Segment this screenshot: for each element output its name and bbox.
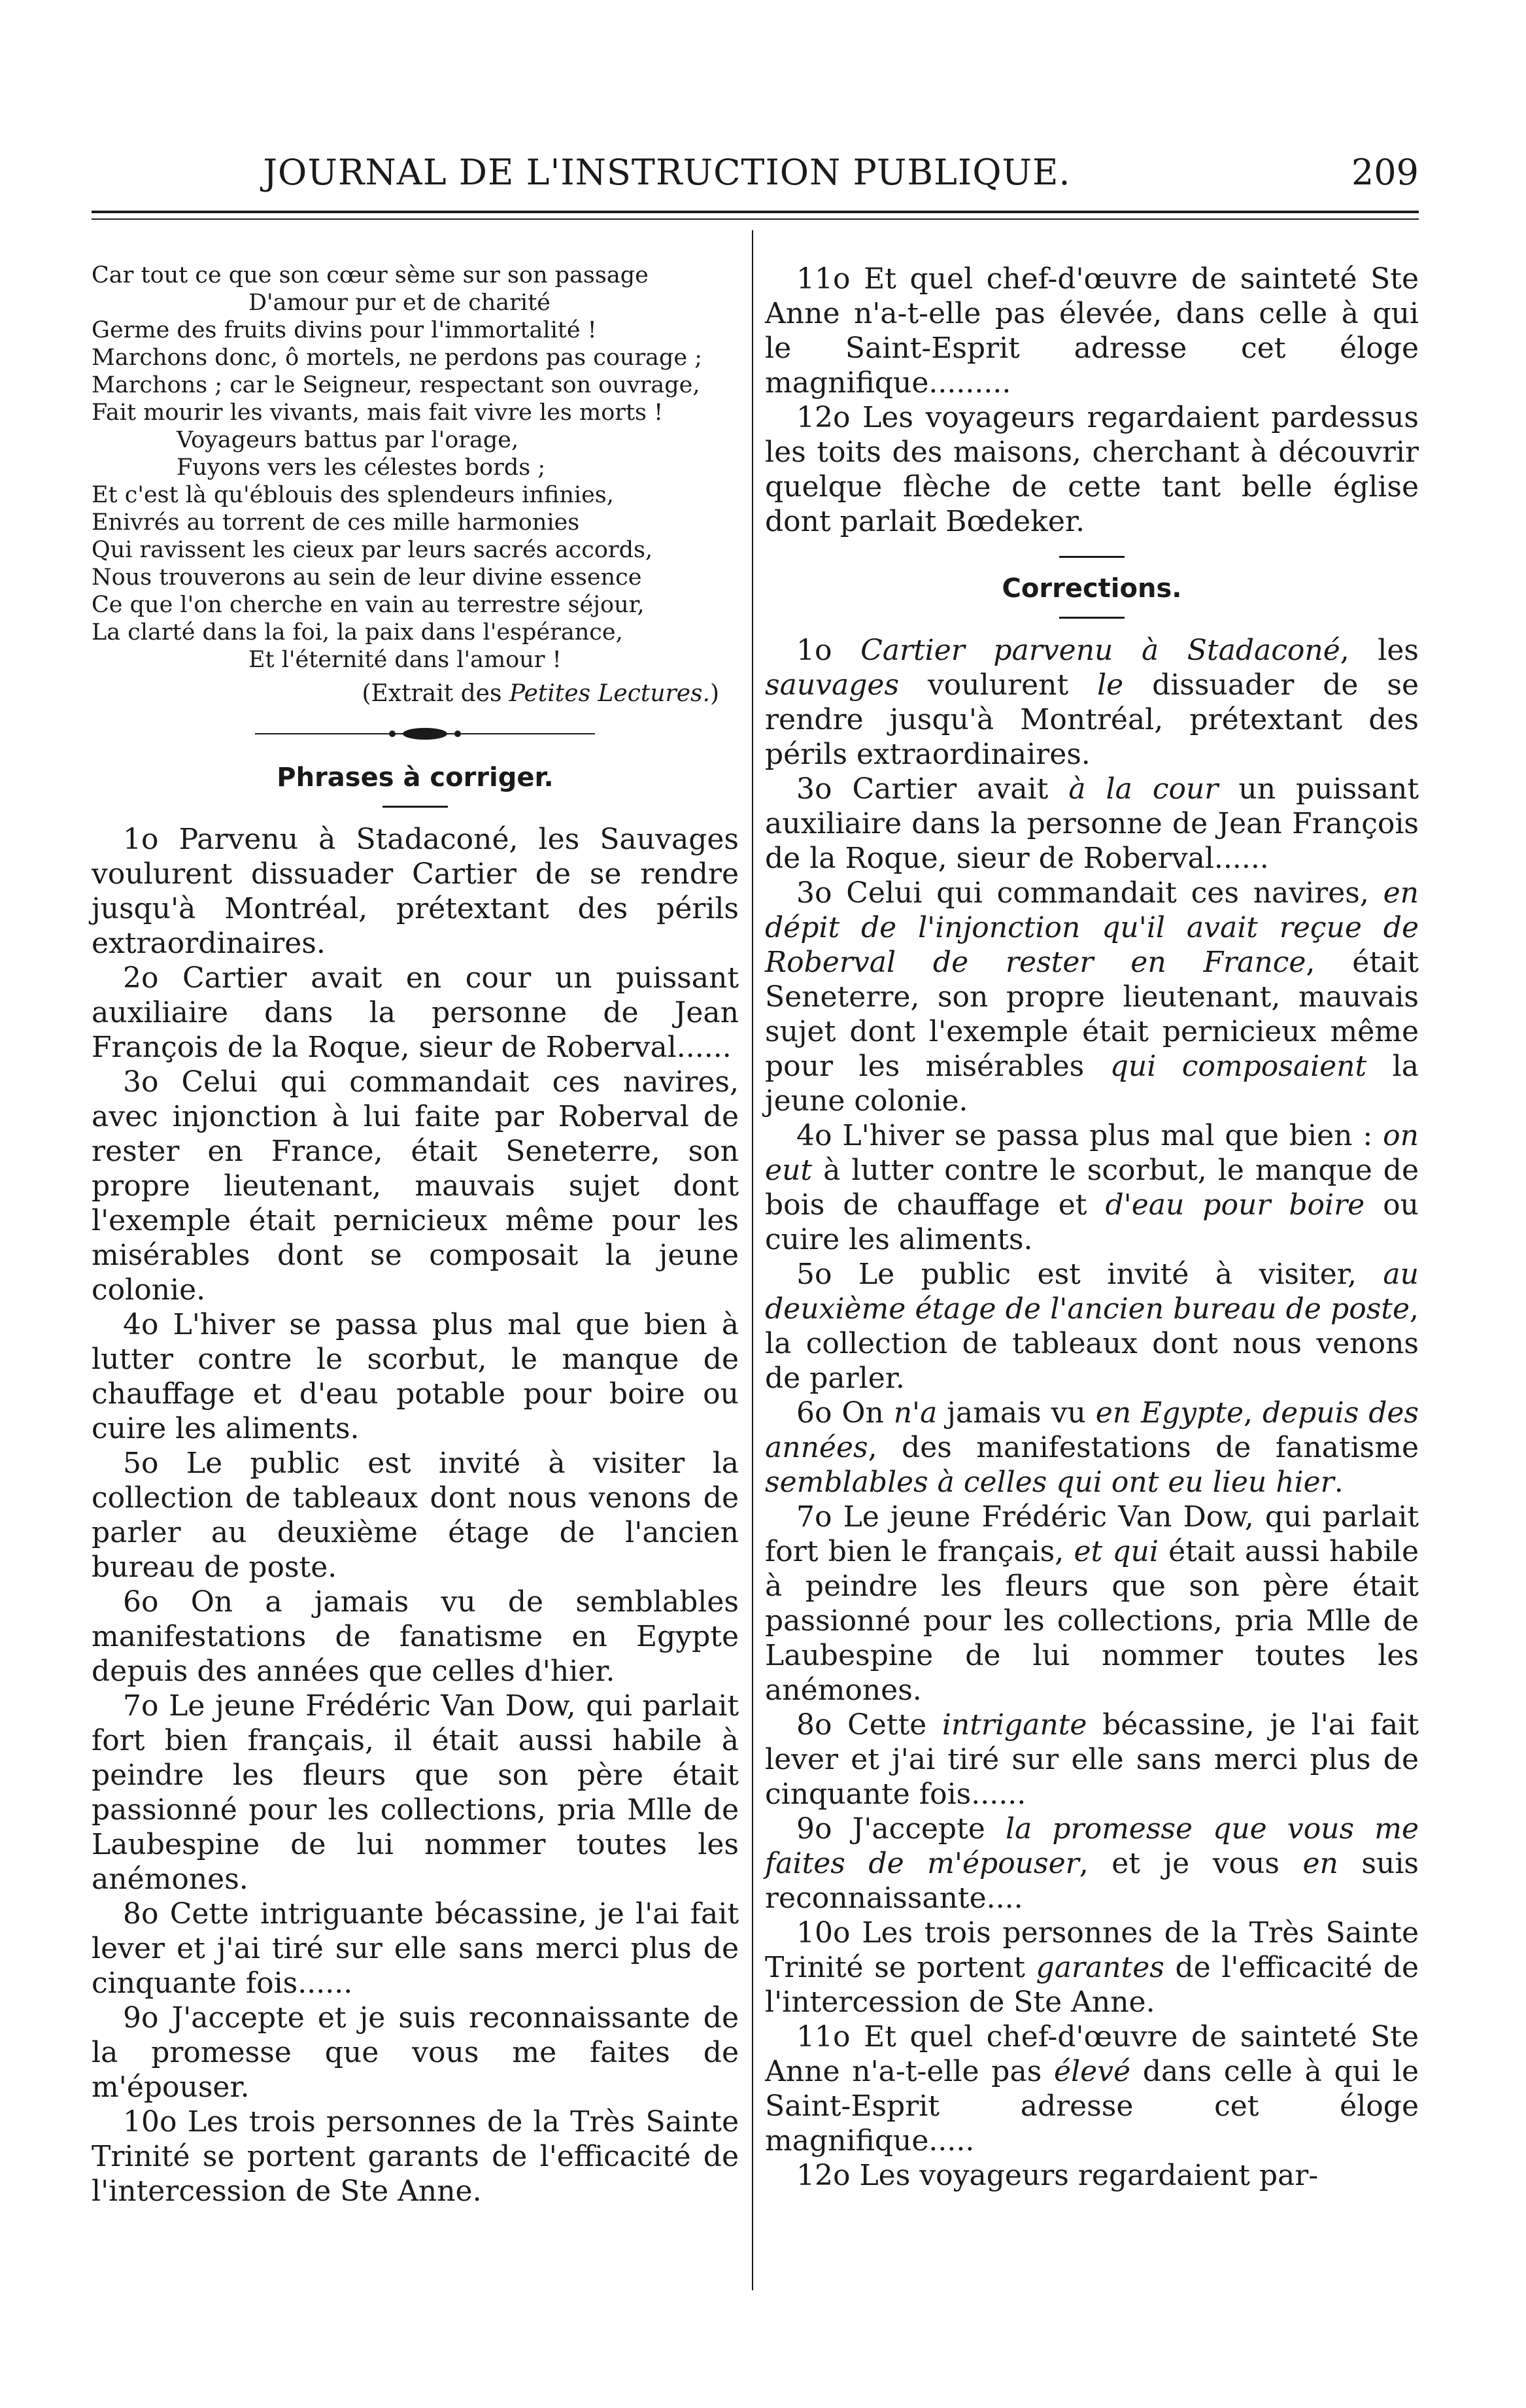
correction-8: 8o Cette intrigante bécassine, je l'ai fait lever et j'ai tiré sur elle sans merci plus de cinquante fois...... [765, 1708, 1419, 1811]
phrase-9: 9o J'accepte et je suis reconnaissante de la promesse que vous me faites de m'épouser. [92, 2001, 739, 2104]
correction-10: 10o Les trois personnes de la Très Sainte Trinité se portent garantes de l'efficacité de l'intercession de Ste Anne. [765, 1916, 1419, 2019]
correction-9: 9o J'accepte la promesse que vous me faites de m'épouser, et je vous en suis reconnaissante.... [765, 1812, 1419, 1915]
phrase-6: 6o On a jamais vu de semblables manifestations de fanatisme en Egypte depuis des années que celles d'hier. [92, 1585, 739, 1688]
phrase-3: 3o Celui qui commandait ces navires, avec injonction à lui faite par Roberval de rester en France, était Seneterre, son propre lieutenant, mauvais sujet dont l'exemple était pernicieux même pour les misérables dont se composait la jeune colonie. [92, 1065, 739, 1307]
phrase-8: 8o Cette intriguante bécassine, je l'ai fait lever et j'ai tiré sur elle sans merci plus de cinquante fois...... [92, 1897, 739, 2000]
phrase-1: 1o Parvenu à Stadaconé, les Sauvages voulurent dissuader Cartier de se rendre jusqu'à Montréal, prétextant des périls extraordinaires. [92, 823, 739, 960]
header-rule-thin [92, 218, 1419, 220]
extract-source: (Extrait des Petites Lectures.) [362, 680, 719, 707]
poem-line: Germe des fruits divins pour l'immortalité ! [92, 317, 597, 343]
correction-1: 1o Cartier parvenu à Stadaconé, les sauvages voulurent le dissuader de se rendre jusqu'à Montréal, prétextant des périls extraordinaires. [765, 634, 1419, 771]
correction-7: 7o Le jeune Frédéric Van Dow, qui parlait fort bien le français, et qui était aussi habile à peindre les fleurs que son père était passionné pour les collections, pria Mlle de Laubespine de lui nommer toutes les anémones. [765, 1500, 1419, 1707]
correction-5: 5o Le public est invité à visiter, au deuxième étage de l'ancien bureau de poste, la collection de tableaux dont nous venons de parler. [765, 1258, 1419, 1395]
poem-line: Marchons donc, ô mortels, ne perdons pas courage ; [92, 345, 703, 371]
correction-2: 3o Cartier avait à la cour un puissant auxiliaire dans la personne de Jean François de la Roque, sieur de Roberval...... [765, 772, 1419, 875]
ornament-divider [92, 721, 739, 755]
header-rule [92, 211, 1419, 213]
short-rule [1059, 617, 1125, 619]
ornament-icon [255, 721, 595, 747]
correction-11: 11o Et quel chef-d'œuvre de sainteté Ste Anne n'a-t-elle pas élevé dans celle à qui le Saint-Esprit adresse cet éloge magnifique..... [765, 2020, 1419, 2158]
phrase-12: 12o Les voyageurs regardaient pardessus les toits des maisons, cherchant à découvrir quelque flèche de cette tant belle église dont parlait Bœdeker. [765, 401, 1419, 538]
journal-title: JOURNAL DE L'INSTRUCTION PUBLIQUE. [263, 152, 1071, 193]
poem-line: Enivrés au torrent de ces mille harmonies [92, 509, 580, 536]
column-divider [752, 230, 753, 2290]
short-rule [1059, 556, 1125, 558]
poem-line: Nous trouverons au sein de leur divine essence [92, 564, 642, 591]
poem-line: Et c'est là qu'éblouis des splendeurs infinies, [92, 482, 614, 508]
phrase-4: 4o L'hiver se passa plus mal que bien à lutter contre le scorbut, le manque de chauffage et d'eau potable pour boire ou cuire les aliments. [92, 1308, 739, 1445]
poem-line: La clarté dans la foi, la paix dans l'espérance, [92, 619, 623, 645]
correction-3: 3o Celui qui commandait ces navires, en dépit de l'injonction qu'il avait reçue de Roberval de rester en France, était Seneterre, son propre lieutenant, mauvais sujet dont l'exemple était pernicieux même pour les misérables qui composaient la jeune colonie. [765, 876, 1419, 1118]
poem-line: Fait mourir les vivants, mais fait vivre les morts ! [92, 400, 664, 426]
running-header [92, 149, 1419, 201]
section-title-corrections: Corrections. [1002, 574, 1182, 604]
poem-line: D'amour pur et de charité [248, 290, 551, 316]
poem-line: Et l'éternité dans l'amour ! [248, 647, 562, 673]
correction-12: 12o Les voyageurs regardaient par- [796, 2159, 1319, 2192]
correction-4: 4o L'hiver se passa plus mal que bien : on eut à lutter contre le scorbut, le manque de bois de chauffage et d'eau pour boire ou cuire les aliments. [765, 1119, 1419, 1256]
poem-line: Fuyons vers les célestes bords ; [177, 455, 546, 481]
section-title-phrases: Phrases à corriger. [277, 763, 554, 793]
right-column [765, 262, 1419, 2193]
correction-6: 6o On n'a jamais vu en Egypte, depuis des années, des manifestations de fanatisme semblables à celles qui ont eu lieu hier. [765, 1396, 1419, 1499]
phrase-7: 7o Le jeune Frédéric Van Dow, qui parlait fort bien français, il était aussi habile à peindre les fleurs que son père était passionné pour les collections, pria Mlle de Laubespine de lui nommer toutes les anémones. [92, 1689, 739, 1896]
left-column [92, 262, 739, 2209]
poem-line: Voyageurs battus par l'orage, [177, 427, 519, 453]
poem-line: Qui ravissent les cieux par leurs sacrés accords, [92, 537, 653, 563]
short-rule [382, 806, 448, 808]
phrase-11: 11o Et quel chef-d'œuvre de sainteté Ste Anne n'a-t-elle pas élevée, dans celle à qui le Saint-Esprit adresse cet éloge magnifique......... [765, 262, 1419, 400]
poem-line: Marchons ; car le Seigneur, respectant son ouvrage, [92, 372, 700, 398]
phrase-5: 5o Le public est invité à visiter la collection de tableaux dont nous venons de parler au deuxième étage de l'ancien bureau de poste. [92, 1447, 739, 1584]
poem-line: Car tout ce que son cœur sème sur son passage [92, 262, 649, 288]
page-number: 209 [1351, 152, 1419, 193]
phrase-10: 10o Les trois personnes de la Très Sainte Trinité se portent garants de l'efficacité de l'intercession de Ste Anne. [92, 2105, 739, 2208]
phrase-2: 2o Cartier avait en cour un puissant auxiliaire dans la personne de Jean François de la Roque, sieur de Roberval...... [92, 961, 739, 1064]
poem [92, 262, 739, 674]
poem-line: Ce que l'on cherche en vain au terrestre séjour, [92, 592, 645, 618]
